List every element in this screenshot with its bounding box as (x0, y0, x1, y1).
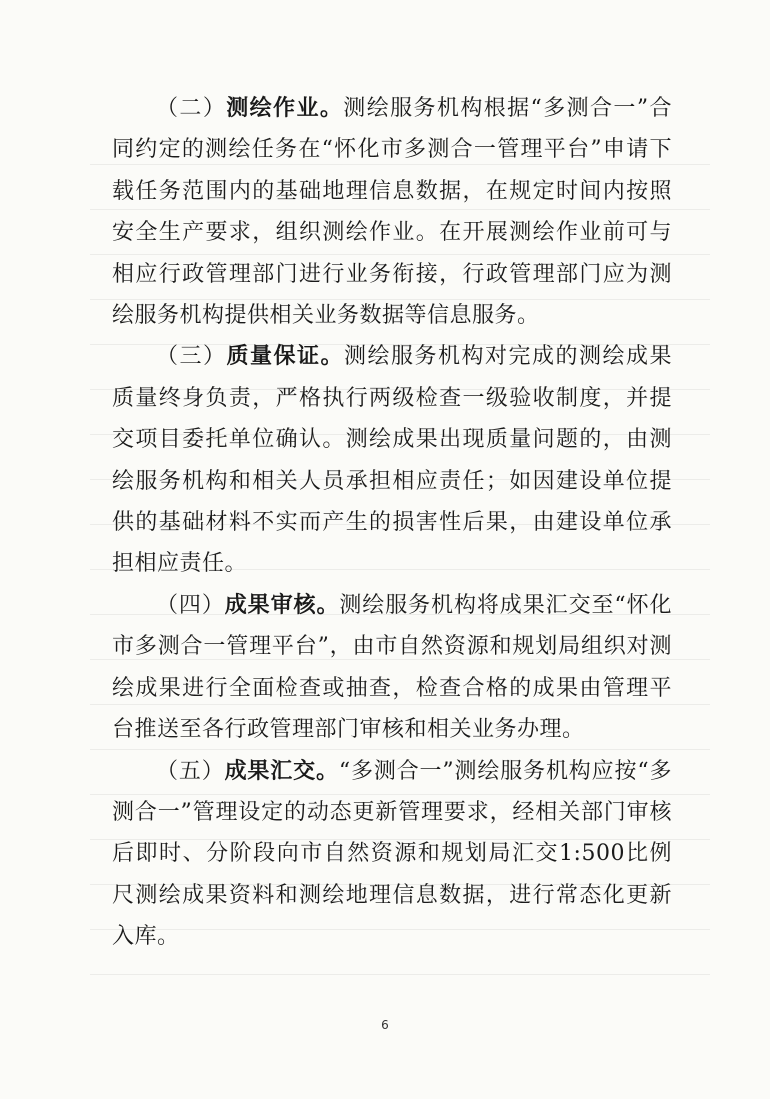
paragraph-text: 测绘服务机构将成果汇交至“怀化市多测合一管理平台”，由市自然资源和规划局组织对测绘成果进行全面检查或抽查，检查合格的成果由管理平台推送至各行政管理部门审核和相关业务办理。 (112, 592, 672, 743)
paragraph-prefix: （四） (156, 592, 225, 618)
paragraph-heading: 成果汇交。 (224, 758, 339, 784)
document-body (112, 88, 672, 958)
paragraph-heading: 成果审核。 (224, 592, 340, 618)
paragraph-heading: 测绘作业。 (226, 96, 344, 121)
paragraph-text: “多测合一”测绘服务机构应按“多测合一”管理设定的动态更新管理要求，经相关部门审核后即时、分阶段向市自然资源和规划局汇交1:500比例尺测绘成果资料和测绘地理信息数据，进行常态化更新入库。 (112, 758, 672, 950)
paragraph-prefix: （五） (156, 758, 225, 784)
paragraph-heading: 质量保证。 (226, 344, 344, 370)
paragraph-result-review (112, 585, 672, 751)
paragraph-prefix: （三） (156, 344, 227, 370)
paragraph-surveying-work (112, 88, 672, 336)
paragraph-text: 测绘服务机构对完成的测绘成果质量终身负责，严格执行两级检查一级验收制度，并提交项目委托单位确认。测绘成果出现质量问题的，由测绘服务机构和相关人员承担相应责任；如因建设单位提供的基础材料不实而产生的损害性后果，由建设单位承担相应责任。 (112, 344, 672, 577)
paragraph-prefix: （二） (156, 96, 227, 121)
paragraph-text: 测绘服务机构根据“多测合一”合同约定的测绘任务在“怀化市多测合一管理平台”申请下载任务范围内的基础地理信息数据，在规定时间内按照安全生产要求，组织测绘作业。在开展测绘作业前可与相应行政管理部门进行业务衔接，行政管理部门应为测绘服务机构提供相关业务数据等信息服务。 (112, 96, 672, 329)
page-number: 6 (381, 1018, 389, 1032)
paragraph-quality-assurance (112, 336, 672, 584)
paragraph-result-submission (112, 751, 672, 958)
